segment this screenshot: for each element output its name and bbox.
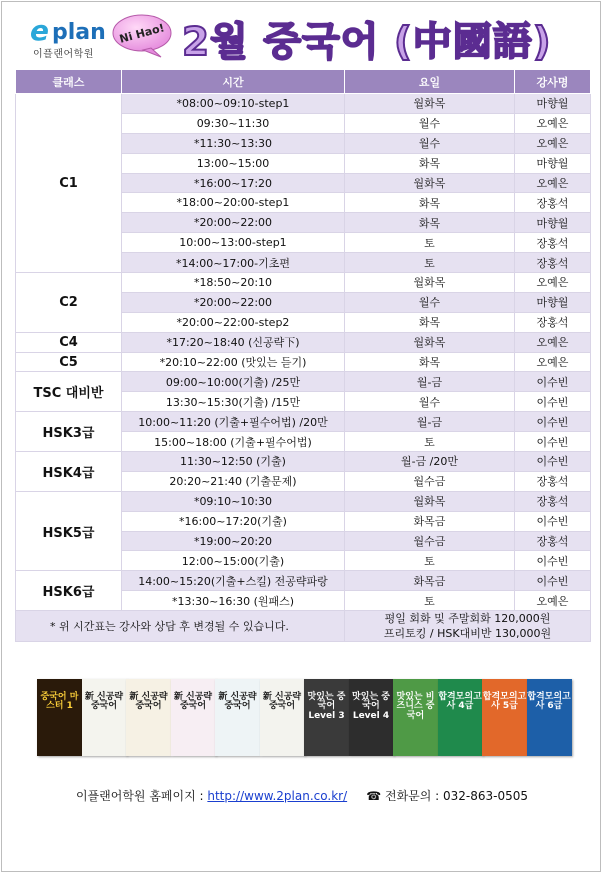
header-teacher: 강사명 (515, 70, 591, 94)
teacher-cell: 장홍석 (515, 193, 591, 213)
time-cell: 13:30~15:30(기출) /15만 (122, 392, 345, 412)
teacher-cell: 장홍석 (515, 312, 591, 332)
days-cell: 토 (345, 253, 515, 273)
teacher-cell: 장홍석 (515, 471, 591, 491)
teacher-cell: 오예은 (515, 352, 591, 372)
book-title: 합격모의고사 5급 (482, 692, 527, 712)
days-cell: 월화목 (345, 491, 515, 511)
book-title: 합격모의고사 4급 (438, 692, 482, 712)
table-header-row (16, 70, 591, 94)
nihao-text: Ni Hao! (118, 21, 166, 46)
schedule-note: * 위 시간표는 강사와 상담 후 변경될 수 있습니다. (16, 611, 345, 642)
price-info (345, 611, 591, 642)
homepage-label: 이플랜어학원 홈페이지 : (75, 789, 204, 803)
days-cell: 월화목 (345, 173, 515, 193)
teacher-cell: 이수빈 (515, 412, 591, 432)
days-cell: 토 (345, 551, 515, 571)
table-row (16, 452, 591, 472)
book-title: 중국어 마스터 1 (40, 692, 79, 712)
book-cover (126, 679, 171, 756)
book-title: 新 신공략 중국어 (129, 692, 168, 712)
book-title: 新 신공략 중국어 (262, 692, 302, 712)
teacher-cell: 마향월 (515, 94, 591, 114)
teacher-cell: 이수빈 (515, 571, 591, 591)
teacher-cell: 이수빈 (515, 372, 591, 392)
phone-icon: ☎ (366, 789, 382, 803)
time-cell: 10:00~11:20 (기출+필수어법) /20만 (122, 412, 345, 432)
time-cell: 12:00~15:00(기출) (122, 551, 345, 571)
time-cell: *20:00~22:00-step2 (122, 312, 345, 332)
class-name-cell: TSC 대비반 (16, 372, 122, 412)
time-cell: 14:00~15:20(기출+스킬) 전공략파랑 (122, 571, 345, 591)
days-cell: 월수 (345, 113, 515, 133)
header-class: 클래스 (16, 70, 122, 94)
class-name-cell: HSK6급 (16, 571, 122, 611)
days-cell: 화목금 (345, 511, 515, 531)
time-cell: *09:10~10:30 (122, 491, 345, 511)
time-cell: *18:50~20:10 (122, 273, 345, 293)
class-name-cell: C4 (16, 332, 122, 352)
time-cell: *08:00~09:10-step1 (122, 94, 345, 114)
book-cover (438, 679, 483, 756)
days-cell: 월화목 (345, 94, 515, 114)
class-name-cell: HSK3급 (16, 412, 122, 452)
days-cell: 월-금 (345, 412, 515, 432)
table-row (16, 491, 591, 511)
class-name-cell: HSK4급 (16, 452, 122, 492)
time-cell: *20:00~22:00 (122, 292, 345, 312)
time-cell: 09:30~11:30 (122, 113, 345, 133)
time-cell: *16:00~17:20 (122, 173, 345, 193)
time-cell: *19:00~20:20 (122, 531, 345, 551)
footer-contact (0, 787, 604, 804)
time-cell: *17:20~18:40 (신공략下) (122, 332, 345, 352)
time-cell: *18:00~20:00-step1 (122, 193, 345, 213)
teacher-cell: 이수빈 (515, 392, 591, 412)
days-cell: 월수금 (345, 471, 515, 491)
price-line-2: 프리토킹 / HSK대비반 130,000원 (383, 627, 552, 641)
teacher-cell: 오예은 (515, 591, 591, 611)
days-cell: 월수 (345, 133, 515, 153)
teacher-cell: 이수빈 (515, 551, 591, 571)
class-name-cell: C1 (16, 94, 122, 273)
teacher-cell: 장홍석 (515, 233, 591, 253)
teacher-cell: 마향월 (515, 153, 591, 173)
page-title: 2월 중국어 (中國語) (182, 20, 552, 65)
time-cell: *11:30~13:30 (122, 133, 345, 153)
book-title: 맛있는 비즈니스 중국어 (396, 692, 435, 721)
logo-subtitle: 이플랜어학원 (33, 49, 94, 60)
book-cover (304, 679, 349, 756)
table-footer-row (16, 611, 591, 642)
days-cell: 화목 (345, 193, 515, 213)
days-cell: 월수 (345, 392, 515, 412)
days-cell: 화목 (345, 153, 515, 173)
price-line-1: 평일 회화 및 주말회화 120,000원 (384, 612, 551, 626)
class-name-cell: HSK5급 (16, 491, 122, 571)
book-cover (171, 679, 216, 756)
days-cell: 월수 (345, 292, 515, 312)
book-cover (260, 679, 305, 756)
book-title: 맛있는 중국어 Level 4 (352, 692, 390, 721)
teacher-cell: 오예은 (515, 113, 591, 133)
teacher-cell: 이수빈 (515, 511, 591, 531)
days-cell: 월화목 (345, 332, 515, 352)
time-cell: 13:00~15:00 (122, 153, 345, 173)
time-cell: 09:00~10:00(기출) /25만 (122, 372, 345, 392)
book-cover (527, 679, 572, 756)
teacher-cell: 이수빈 (515, 452, 591, 472)
teacher-cell: 장홍석 (515, 253, 591, 273)
header-time: 시간 (122, 70, 345, 94)
time-cell: *14:00~17:00-기초편 (122, 253, 345, 273)
days-cell: 월화목 (345, 273, 515, 293)
table-row (16, 352, 591, 372)
days-cell: 토 (345, 591, 515, 611)
schedule-table (15, 69, 591, 642)
class-name-cell: C2 (16, 273, 122, 333)
days-cell: 화목 (345, 213, 515, 233)
table-row (16, 332, 591, 352)
schedule-body (16, 94, 591, 611)
book-title: 新 신공략 중국어 (218, 692, 257, 712)
time-cell: *16:00~17:20(기출) (122, 511, 345, 531)
days-cell: 화목 (345, 312, 515, 332)
book-cover (482, 679, 527, 756)
days-cell: 월-금 (345, 372, 515, 392)
time-cell: *13:30~16:30 (원패스) (122, 591, 345, 611)
table-row (16, 571, 591, 591)
book-title: 新 신공략 중국어 (84, 692, 124, 712)
table-row (16, 94, 591, 114)
teacher-cell: 장홍석 (515, 531, 591, 551)
table-row (16, 273, 591, 293)
days-cell: 토 (345, 432, 515, 452)
phone-label: 전화문의 : 032-863-0505 (384, 789, 529, 803)
teacher-cell: 장홍석 (515, 491, 591, 511)
book-cover (393, 679, 438, 756)
eplan-logo (24, 14, 104, 58)
homepage-link[interactable]: http://www.2plan.co.kr/ (207, 789, 348, 803)
days-cell: 화목 (345, 352, 515, 372)
book-cover (37, 679, 82, 756)
days-cell: 화목금 (345, 571, 515, 591)
book-title: 맛있는 중국어 Level 3 (307, 692, 346, 721)
teacher-cell: 오예은 (515, 173, 591, 193)
time-cell: 11:30~12:50 (기출) (122, 452, 345, 472)
teacher-cell: 오예은 (515, 332, 591, 352)
table-row (16, 372, 591, 392)
time-cell: *20:00~22:00 (122, 213, 345, 233)
book-title: 합격모의고사 6급 (527, 692, 571, 712)
logo-plan-text: plan (52, 20, 106, 45)
days-cell: 월-금 /20만 (345, 452, 515, 472)
days-cell: 월수금 (345, 531, 515, 551)
teacher-cell: 마향월 (515, 292, 591, 312)
table-row (16, 412, 591, 432)
header-days: 요일 (345, 70, 515, 94)
book-title: 新 신공략 중국어 (173, 692, 213, 712)
book-cover (82, 679, 127, 756)
teacher-cell: 오예은 (515, 133, 591, 153)
time-cell: 15:00~18:00 (기출+필수어법) (122, 432, 345, 452)
teacher-cell: 오예은 (515, 273, 591, 293)
textbook-strip (37, 679, 572, 756)
nihao-bubble (111, 12, 173, 58)
days-cell: 토 (345, 233, 515, 253)
time-cell: 20:20~21:40 (기출문제) (122, 471, 345, 491)
book-cover (215, 679, 260, 756)
time-cell: 10:00~13:00-step1 (122, 233, 345, 253)
teacher-cell: 마향월 (515, 213, 591, 233)
class-name-cell: C5 (16, 352, 122, 372)
book-cover (349, 679, 394, 756)
time-cell: *20:10~22:00 (맛있는 듣기) (122, 352, 345, 372)
teacher-cell: 이수빈 (515, 432, 591, 452)
logo-e-mark: e (30, 14, 49, 47)
